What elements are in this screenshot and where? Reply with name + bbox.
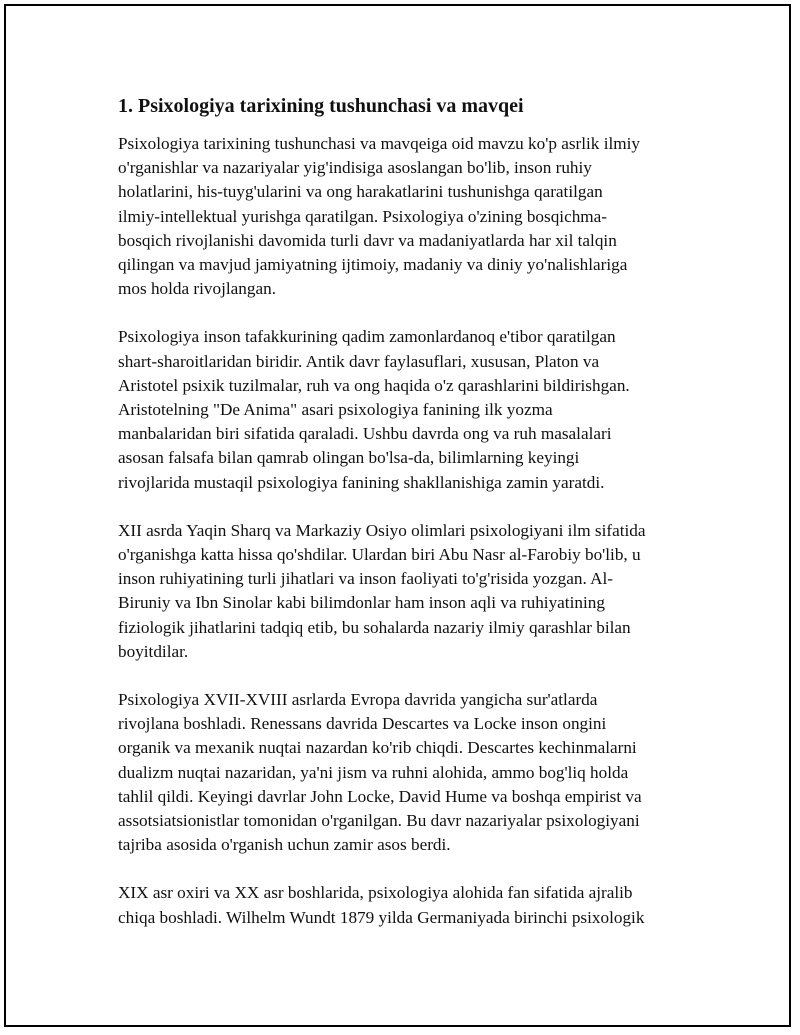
- text-line: boyitdilar.: [118, 641, 189, 661]
- text-line: tahlil qildi. Keyingi davrlar John Locke, David Hume va boshqa empirist va: [118, 786, 642, 806]
- text-line: Psixologiya XVII-XVIII asrlarda Evropa davrida yangicha sur'atlarda: [118, 690, 598, 710]
- text-line: chiqa boshladi. Wilhelm Wundt 1879 yilda Germaniyada birinchi psixologik: [118, 907, 645, 927]
- text-line: rivojlana boshladi. Renessans davrida Descartes va Locke inson ongini: [118, 714, 607, 734]
- text-line: o'rganishlar va nazariyalar yig'indisiga asoslangan bo'lib, inson ruhiy: [118, 158, 592, 178]
- text-line: dualizm nuqtai nazaridan, ya'ni jism va ruhni alohida, ammo bog'liq holda: [118, 762, 629, 782]
- text-line: Psixologiya tarixining tushunchasi va mavqeiga oid mavzu ko'p asrlik ilmiy: [118, 134, 640, 153]
- text-line: Psixologiya inson tafakkurining qadim zamonlardanoq e'tibor qaratilgan: [118, 327, 616, 347]
- text-line: fiziologik jihatlarini tadqiq etib, bu sohalarda nazariy ilmiy qarashlar bilan: [118, 617, 631, 637]
- text-line: tajriba asosida o'rganish uchun zamir asos berdi.: [118, 835, 451, 855]
- text-line: bosqich rivojlanishi davomida turli davr va madaniyatlarda har xil talqin: [118, 230, 617, 250]
- section-title: 1. Psixologiya tarixining tushunchasi va mavqei: [118, 95, 524, 117]
- document-body: [118, 92, 688, 954]
- text-line: mos holda rivojlangan.: [118, 279, 277, 299]
- paragraph-4: [118, 688, 688, 857]
- text-line: Aristotel psixik tuzilmalar, ruh va ong haqida o'z qarashlarini bildirishgan.: [118, 375, 630, 395]
- text-line: organik va mexanik nuqtai nazardan ko'rib chiqdi. Descartes kechinmalarni: [118, 738, 637, 758]
- text-line: holatlarini, his-tuyg'ularini va ong harakatlarini tushunishga qaratilgan: [118, 182, 603, 202]
- text-line: XIX asr oxiri va XX asr boshlarida, psixologiya alohida fan sifatida ajralib: [118, 883, 633, 903]
- text-line: ilmiy-intellektual yurishga qaratilgan. Psixologiya o'zining bosqichma-: [118, 206, 608, 226]
- text-line: asosan falsafa bilan qamrab olingan bo'lsa-da, bilimlarning keyingi: [118, 448, 580, 468]
- text-line: assotsiatsionistlar tomonidan o'rganilgan. Bu davr nazariyalar psixologiyani: [118, 811, 640, 831]
- text-line: Biruniy va Ibn Sinolar kabi bilimdonlar ham inson aqli va ruhiyatining: [118, 593, 605, 613]
- text-line: Aristotelning "De Anima" asari psixologiya fanining ilk yozma: [118, 400, 553, 420]
- paragraph-3: [118, 519, 688, 664]
- paragraph-1: [118, 132, 688, 301]
- text-line: inson ruhiyatining turli jihatlari va inson faoliyati to'g'risida yozgan. Al-: [118, 569, 613, 589]
- text-line: manbalaridan biri sifatida qaraladi. Ushbu davrda ong va ruh masalalari: [118, 424, 612, 444]
- text-line: shart-sharoitlaridan biridir. Antik davr faylasuflari, xususan, Platon va: [118, 351, 600, 371]
- text-line: rivojlarida mustaqil psixologiya fanining shakllanishiga zamin yaratdi.: [118, 472, 605, 492]
- text-line: XII asrda Yaqin Sharq va Markaziy Osiyo olimlari psixologiyani ilm sifatida: [118, 520, 646, 540]
- paragraph-5: [118, 881, 688, 929]
- text-line: qilingan va mavjud jamiyatning ijtimoiy, madaniy va diniy yo'nalishlariga: [118, 255, 628, 275]
- text-line: o'rganishga katta hissa qo'shdilar. Ulardan biri Abu Nasr al-Farobiy bo'lib, u: [118, 545, 641, 565]
- paragraph-2: [118, 325, 688, 494]
